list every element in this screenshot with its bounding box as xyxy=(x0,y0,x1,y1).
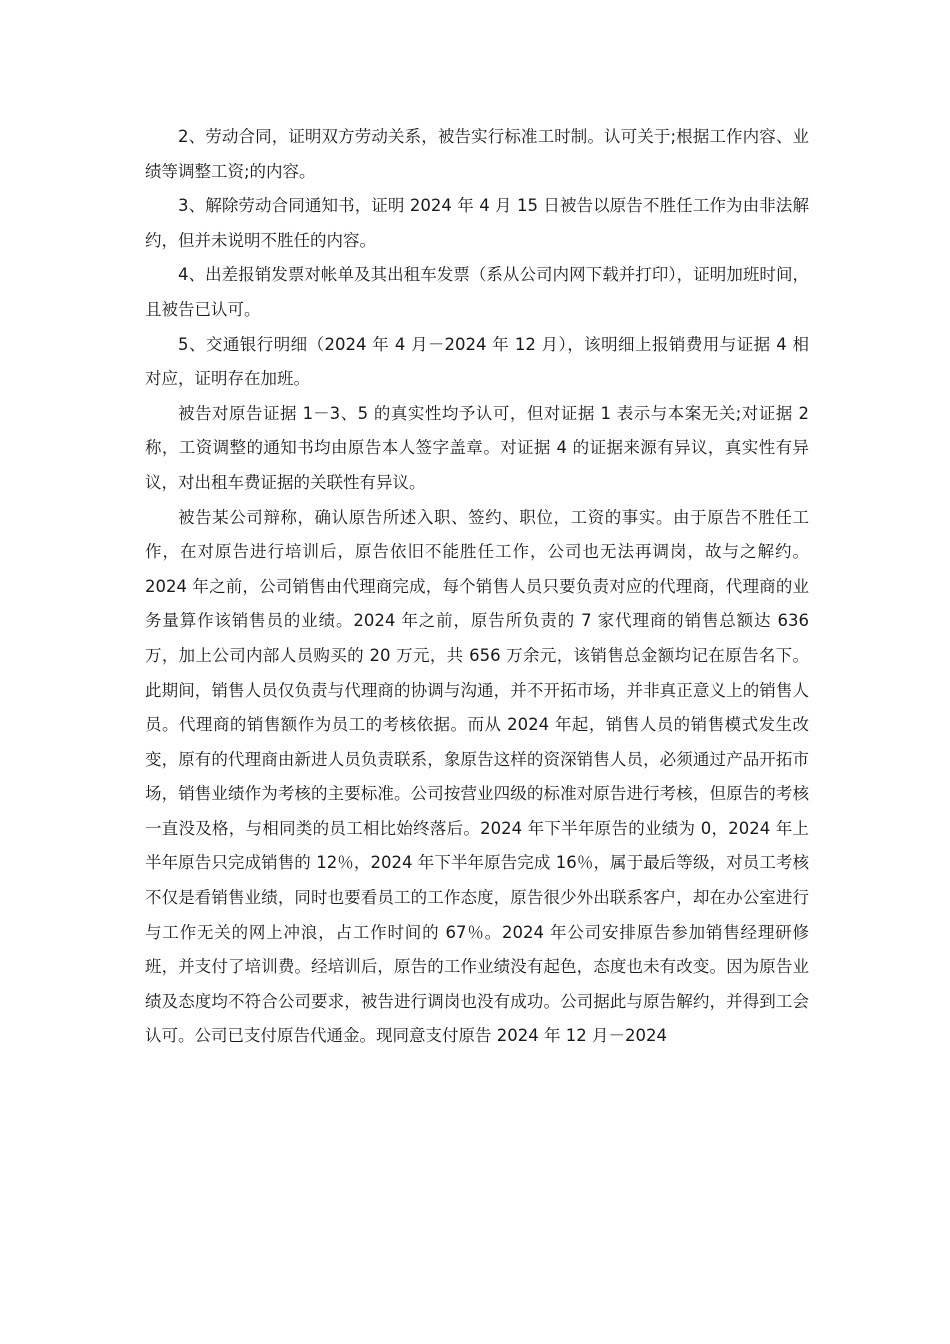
paragraph-evidence-4: 4、出差报销发票对帐单及其出租车发票（系从公司内网下载并打印），证明加班时间，且被告已认可。 xyxy=(145,265,809,319)
paragraph-evidence-2: 2、劳动合同，证明双方劳动关系，被告实行标准工时制。认可关于;根据工作内容、业绩等调整工资;的内容。 xyxy=(145,127,809,181)
paragraph-defendant-argument: 被告某公司辩称，确认原告所述入职、签约、职位，工资的事实。由于原告不胜任工作，在对原告进行培训后，原告依旧不能胜任工作，公司也无法再调岗，故与之解约。2024 年之前，公司销售由代理商完成，每个销售人员只要负责对应的代理商，代理商的业务量算作该销售员的业绩。2024 年之前，原告所负责的 7 家代理商的销售总额达 636 万，加上公司内部人员购买的 20 万元，共 656 万余元，该销售总金额均记在原告名下。此期间，销售人员仅负责与代理商的协调与沟通，并不开拓市场，并非真正意义上的销售人员。代理商的销售额作为员工的考核依据。而从 2024 年起，销售人员的销售模式发生改变，原有的代理商由新进人员负责联系，象原告这样的资深销售人员，必须通过产品开拓市场，销售业绩作为考核的主要标准。公司按营业四级的标准对原告进行考核，但原告的考核一直没及格，与相同类的员工相比始终落后。2024 年下半年原告的业绩为 0，2024 年上半年原告只完成销售的 12％，2024 年下半年原告完成 16％，属于最后等级，对员工考核不仅是看销售业绩，同时也要看员工的工作态度，原告很少外出联系客户，却在办公室进行与工作无关的网上冲浪，占工作时间的 67％。2024 年公司安排原告参加销售经理研修班，并支付了培训费。经培训后，原告的工作业绩没有起色，态度也未有改变。因为原告业绩及态度均不符合公司要求，被告进行调岗也没有成功。公司据此与原告解约，并得到工会认可。公司已支付原告代通金。现同意支付原告 2024 年 12 月－2024 xyxy=(145,507,809,1046)
paragraph-evidence-5: 5、交通银行明细（2024 年 4 月－2024 年 12 月），该明细上报销费用与证据 4 相对应，证明存在加班。 xyxy=(145,334,809,389)
paragraph-defendant-response: 被告对原告证据 1－3、5 的真实性均予认可，但对证据 1 表示与本案无关;对证据 2 称，工资调整的通知书均由原告本人签字盖章。对证据 4 的证据来源有异议，真实性有异议，对出租车费证据的关联性有异议。 xyxy=(145,403,809,492)
paragraph-evidence-3: 3、解除劳动合同通知书，证明 2024 年 4 月 15 日被告以原告不胜任工作为由非法解约，但并未说明不胜任的内容。 xyxy=(145,196,809,250)
document-body xyxy=(145,120,809,1054)
